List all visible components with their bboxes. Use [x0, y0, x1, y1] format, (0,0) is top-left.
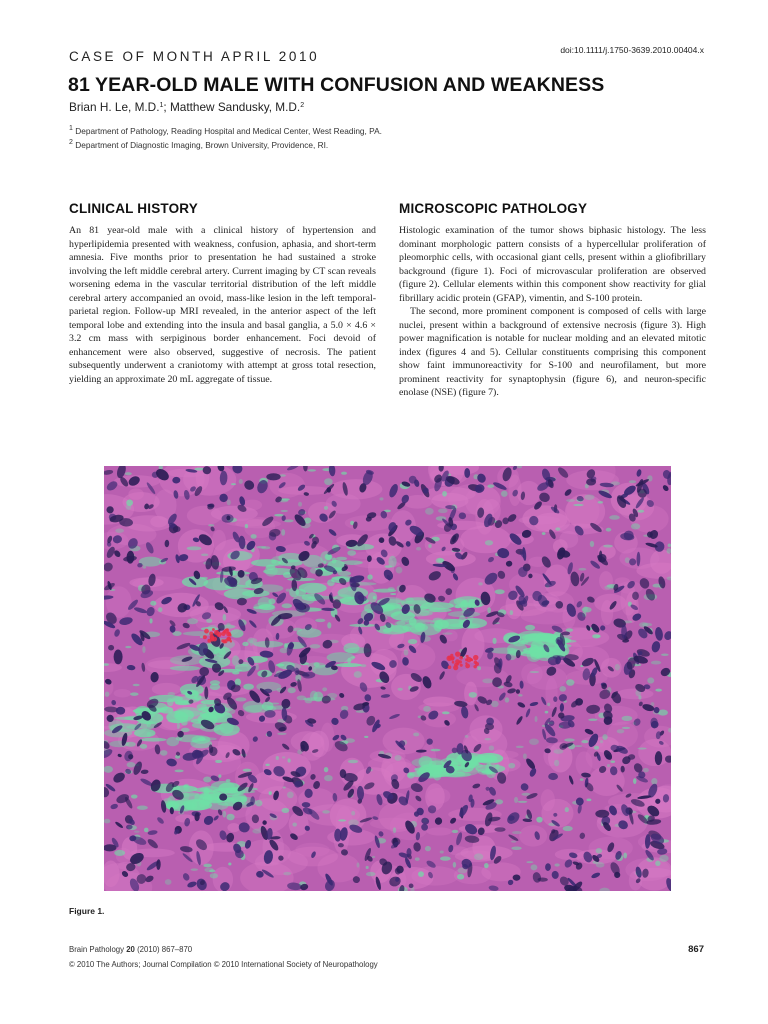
figure-caption: Figure 1. [69, 906, 105, 916]
section-heading-microscopic-pathology: MICROSCOPIC PATHOLOGY [399, 201, 588, 216]
microscopic-pathology-body [399, 224, 706, 400]
histology-micrograph-figure [104, 466, 671, 891]
author-name: Brian H. Le, M.D. [69, 100, 160, 114]
journal-issue-pages: (2010) 867–870 [137, 945, 193, 954]
affiliation-text: Department of Diagnostic Imaging, Brown University, Providence, RI. [75, 140, 329, 150]
clinical-history-body [69, 224, 376, 386]
paragraph: An 81 year-old male with a clinical history of hypertension and hyperlipidemia presented with weakness, confusion, aphasia, and short-term amnesia. Five months prior to presentation he had sustained a stroke involving the left middle cerebral artery. Current imaging by CT scan reveals worsening edema in the vascular territorial distribution of the left middle cerebral artery accompanied an ovoid, mass-like lesion in the left temporal-parietal region. Follow-up MRI revealed, in the anterior aspect of the left temporal lobe and extending into the insula and basal ganglia, a 5.0 × 4.6 × 3.2 cm mass with serpiginous border enhancement. Foci devoid of enhancement were also observed, suggestive of necrosis. The patient subsequently underwent a craniotomy with attempt at gross total resection, yielding an approximate 20 mL aggregate of tissue. [69, 225, 376, 385]
affiliation-mark: 1 [69, 125, 73, 132]
paragraph: Histologic examination of the tumor shows biphasic histology. The less dominant morphologic pattern consists of a hypercellular proliferation of pleomorphic cells, with occasional giant cells, present within a gliofibrillary background (figure 1). Foci of microvascular proliferation are observed (figure 2). Cellular elements within this component show reactivity for glial fibrillary acidic protein (GFAP), vimentin, and S-100 protein. [399, 225, 706, 304]
author-list [69, 100, 304, 114]
histology-micrograph-image [104, 466, 671, 891]
author-affiliation-mark: 2 [300, 102, 305, 109]
journal-volume: 20 [126, 945, 135, 954]
affiliation [69, 125, 382, 136]
affiliation-text: Department of Pathology, Reading Hospital and Medical Center, West Reading, PA. [75, 126, 382, 136]
journal-name: Brain Pathology [69, 945, 125, 954]
journal-citation [69, 945, 192, 954]
author-affiliation-mark: 1 [159, 102, 164, 109]
page-number: 867 [688, 944, 704, 955]
author-name: Matthew Sandusky, M.D. [169, 100, 301, 114]
author-separator: ; [163, 100, 170, 114]
affiliation-mark: 2 [69, 139, 73, 146]
article-title: 81 YEAR-OLD MALE WITH CONFUSION AND WEAKNESS [68, 74, 605, 96]
doi[interactable]: doi:10.1111/j.1750-3639.2010.00404.x [560, 45, 704, 55]
affiliation [69, 139, 328, 150]
section-kicker: CASE OF MONTH APRIL 2010 [69, 49, 320, 64]
section-heading-clinical-history: CLINICAL HISTORY [69, 201, 198, 216]
paragraph: The second, more prominent component is composed of cells with large nuclei, present within a background of extensive necrosis (figure 3). High power magnification is notable for nuclear molding and an elevated mitotic index (figures 4 and 5). Cellular constituents comprising this component show faint immunoreactivity for S-100 and neurofilament, but more prominent reactivity for synaptophysin (figure 6), and neuron-specific enolase (NSE) (figure 7). [399, 306, 706, 398]
copyright-notice: © 2010 The Authors; Journal Compilation © 2010 International Society of Neuropathology [69, 960, 378, 969]
